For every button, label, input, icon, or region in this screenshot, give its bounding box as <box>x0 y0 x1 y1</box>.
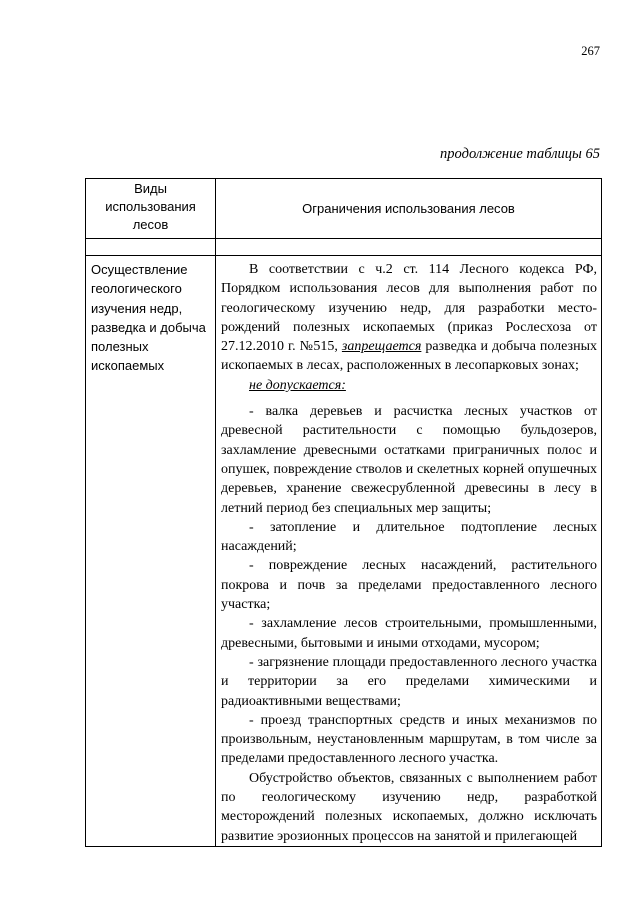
intro-paragraph <box>221 260 597 376</box>
intro-text: В соответствии с ч.2 ст. 114 Лесного кодекса РФ, Порядком использования лесов для выполнения работ по геологическому изучению недр, для разработки место-рождений полезных ископаемых (приказ Рослесхоза от 27.12.2010 г. №515, <box>221 262 597 355</box>
restriction-item: - повреждение лесных насаждений, растительного покрова и почв за пределами предоставленного лесного участка; <box>221 558 597 613</box>
header-line: использования <box>105 199 196 214</box>
table-row <box>86 256 602 847</box>
use-type-line: геологического <box>91 281 182 297</box>
header-restrictions: Ограничения использования лесов <box>216 179 602 239</box>
use-type-line: разведка и добыча <box>91 319 206 335</box>
intro-text: разведка и добыча полезных ископаемых в лесах, расположенных в лесопарковых зонах; <box>221 339 597 374</box>
spacer-cell <box>86 239 216 256</box>
header-use-types <box>86 179 216 239</box>
spacer-cell <box>216 239 602 256</box>
use-type-line: полезных <box>91 339 149 355</box>
restriction-item: - валка деревьев и расчистка лесных участков от древесной растительности с помощью бульдозеров, захламление древесными остатками приграничных полос и опушек, повреждение стволов и скелетных корней опушечных деревьев, хранение свежесрубленной древесины в лесу в летний период без специальных мер защиты; <box>221 404 597 516</box>
use-type-line: Осуществление <box>91 262 188 277</box>
not-allowed-label: не допускается: <box>249 377 346 393</box>
header-line: лесов <box>132 217 169 232</box>
use-type-line: ископаемых <box>91 358 165 374</box>
closing-paragraph: Обустройство объектов, связанных с выполнением работ по геологическому изучению недр, разработкой месторождений полезных ископаемых, должно исключать развитие эрозионных процессов на занятой и прилегающей <box>221 770 597 844</box>
restrictions-table <box>85 178 602 847</box>
header-line: Виды <box>134 181 167 196</box>
table-header-row <box>86 179 602 239</box>
restriction-item: - захламление лесов строительными, промышленными, древесными, бытовыми и иными отходами, мусором; <box>221 616 597 651</box>
table-spacer-row <box>86 239 602 256</box>
use-type-cell <box>86 256 216 847</box>
use-type-line: изучения недр, <box>91 300 183 316</box>
prohibited-term: запрещается <box>341 339 422 355</box>
restriction-item: - загрязнение площади предоставленного лесного участка и территории за его пределами химическими и радиоактивными веществами; <box>221 654 597 709</box>
page-number: 267 <box>581 44 600 58</box>
table-continuation-caption: продолжение таблицы 65 <box>440 146 600 162</box>
restrictions-cell <box>216 256 602 847</box>
restriction-item: - затопление и длительное подтопление лесных насаждений; <box>221 519 597 555</box>
restriction-item: - проезд транспортных средств и иных механизмов по произвольным, неустановленным маршрутам, в том числе за пределами предоставленного лесного участка. <box>221 712 597 767</box>
not-allowed-paragraph <box>221 376 597 395</box>
